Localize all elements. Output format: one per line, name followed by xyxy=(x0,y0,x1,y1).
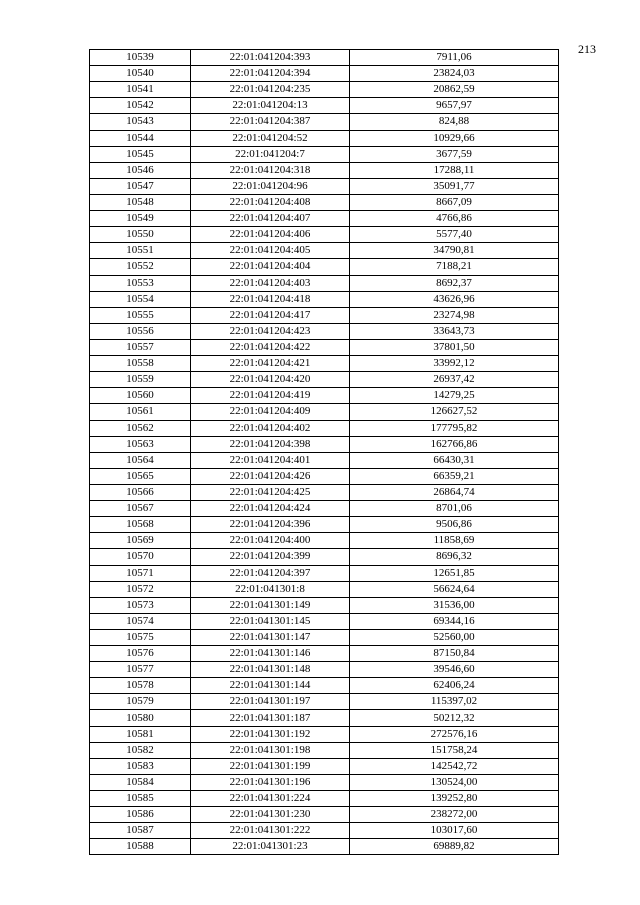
row-number-cell: 10555 xyxy=(90,307,191,323)
cadastral-number-cell: 22:01:041204:418 xyxy=(191,291,350,307)
table-row xyxy=(90,629,559,645)
table-row xyxy=(90,549,559,565)
amount-cell: 126627,52 xyxy=(350,404,559,420)
cadastral-number-cell: 22:01:041301:149 xyxy=(191,597,350,613)
table-row xyxy=(90,533,559,549)
cadastral-number-cell: 22:01:041204:422 xyxy=(191,339,350,355)
row-number-cell: 10581 xyxy=(90,726,191,742)
table-row xyxy=(90,259,559,275)
cadastral-number-cell: 22:01:041204:407 xyxy=(191,211,350,227)
row-number-cell: 10575 xyxy=(90,629,191,645)
row-number-cell: 10578 xyxy=(90,678,191,694)
table-row xyxy=(90,323,559,339)
cadastral-number-cell: 22:01:041301:197 xyxy=(191,694,350,710)
cadastral-number-cell: 22:01:041204:396 xyxy=(191,517,350,533)
table-row xyxy=(90,839,559,855)
amount-cell: 8696,32 xyxy=(350,549,559,565)
amount-cell: 23824,03 xyxy=(350,66,559,82)
table-row xyxy=(90,436,559,452)
cadastral-number-cell: 22:01:041204:13 xyxy=(191,98,350,114)
row-number-cell: 10571 xyxy=(90,565,191,581)
cadastral-number-cell: 22:01:041204:318 xyxy=(191,162,350,178)
cadastral-number-cell: 22:01:041204:7 xyxy=(191,146,350,162)
row-number-cell: 10559 xyxy=(90,372,191,388)
cadastral-number-cell: 22:01:041204:400 xyxy=(191,533,350,549)
amount-cell: 7911,06 xyxy=(350,50,559,66)
amount-cell: 35091,77 xyxy=(350,178,559,194)
amount-cell: 142542,72 xyxy=(350,758,559,774)
row-number-cell: 10566 xyxy=(90,484,191,500)
amount-cell: 66430,31 xyxy=(350,452,559,468)
table-row xyxy=(90,178,559,194)
table-row xyxy=(90,404,559,420)
table-row xyxy=(90,501,559,517)
cadastral-number-cell: 22:01:041301:199 xyxy=(191,758,350,774)
amount-cell: 8701,06 xyxy=(350,501,559,517)
table-row xyxy=(90,356,559,372)
table-row xyxy=(90,758,559,774)
table-row xyxy=(90,726,559,742)
cadastral-number-cell: 22:01:041204:426 xyxy=(191,468,350,484)
row-number-cell: 10548 xyxy=(90,194,191,210)
table-row xyxy=(90,774,559,790)
amount-cell: 824,88 xyxy=(350,114,559,130)
row-number-cell: 10541 xyxy=(90,82,191,98)
table-row xyxy=(90,662,559,678)
row-number-cell: 10561 xyxy=(90,404,191,420)
amount-cell: 5577,40 xyxy=(350,227,559,243)
row-number-cell: 10553 xyxy=(90,275,191,291)
cadastral-number-cell: 22:01:041204:425 xyxy=(191,484,350,500)
amount-cell: 272576,16 xyxy=(350,726,559,742)
cadastral-number-cell: 22:01:041301:187 xyxy=(191,710,350,726)
cadastral-number-cell: 22:01:041204:417 xyxy=(191,307,350,323)
cadastral-number-cell: 22:01:041204:402 xyxy=(191,420,350,436)
registry-table-body xyxy=(90,50,559,855)
row-number-cell: 10557 xyxy=(90,339,191,355)
row-number-cell: 10558 xyxy=(90,356,191,372)
row-number-cell: 10542 xyxy=(90,98,191,114)
row-number-cell: 10579 xyxy=(90,694,191,710)
row-number-cell: 10587 xyxy=(90,823,191,839)
row-number-cell: 10562 xyxy=(90,420,191,436)
row-number-cell: 10583 xyxy=(90,758,191,774)
row-number-cell: 10563 xyxy=(90,436,191,452)
table-row xyxy=(90,194,559,210)
table-row xyxy=(90,372,559,388)
cadastral-number-cell: 22:01:041301:222 xyxy=(191,823,350,839)
amount-cell: 139252,80 xyxy=(350,791,559,807)
table-row xyxy=(90,823,559,839)
table-row xyxy=(90,114,559,130)
amount-cell: 8667,09 xyxy=(350,194,559,210)
amount-cell: 177795,82 xyxy=(350,420,559,436)
cadastral-number-cell: 22:01:041301:192 xyxy=(191,726,350,742)
row-number-cell: 10547 xyxy=(90,178,191,194)
cadastral-number-cell: 22:01:041204:409 xyxy=(191,404,350,420)
amount-cell: 9506,86 xyxy=(350,517,559,533)
amount-cell: 52560,00 xyxy=(350,629,559,645)
cadastral-number-cell: 22:01:041204:399 xyxy=(191,549,350,565)
page-number: 213 xyxy=(578,42,596,56)
row-number-cell: 10577 xyxy=(90,662,191,678)
row-number-cell: 10588 xyxy=(90,839,191,855)
amount-cell: 103017,60 xyxy=(350,823,559,839)
cadastral-number-cell: 22:01:041204:235 xyxy=(191,82,350,98)
row-number-cell: 10551 xyxy=(90,243,191,259)
cadastral-number-cell: 22:01:041301:8 xyxy=(191,581,350,597)
table-row xyxy=(90,807,559,823)
row-number-cell: 10543 xyxy=(90,114,191,130)
table-row xyxy=(90,388,559,404)
row-number-cell: 10540 xyxy=(90,66,191,82)
amount-cell: 7188,21 xyxy=(350,259,559,275)
table-row xyxy=(90,468,559,484)
amount-cell: 43626,96 xyxy=(350,291,559,307)
table-row xyxy=(90,678,559,694)
table-row xyxy=(90,613,559,629)
amount-cell: 20862,59 xyxy=(350,82,559,98)
amount-cell: 162766,86 xyxy=(350,436,559,452)
registry-table xyxy=(89,49,559,855)
table-row xyxy=(90,291,559,307)
row-number-cell: 10568 xyxy=(90,517,191,533)
row-number-cell: 10584 xyxy=(90,774,191,790)
row-number-cell: 10549 xyxy=(90,211,191,227)
cadastral-number-cell: 22:01:041204:96 xyxy=(191,178,350,194)
row-number-cell: 10576 xyxy=(90,646,191,662)
amount-cell: 10929,66 xyxy=(350,130,559,146)
row-number-cell: 10545 xyxy=(90,146,191,162)
amount-cell: 3677,59 xyxy=(350,146,559,162)
table-row xyxy=(90,98,559,114)
table-row xyxy=(90,484,559,500)
row-number-cell: 10570 xyxy=(90,549,191,565)
amount-cell: 14279,25 xyxy=(350,388,559,404)
amount-cell: 62406,24 xyxy=(350,678,559,694)
row-number-cell: 10550 xyxy=(90,227,191,243)
cadastral-number-cell: 22:01:041204:397 xyxy=(191,565,350,581)
row-number-cell: 10569 xyxy=(90,533,191,549)
cadastral-number-cell: 22:01:041301:198 xyxy=(191,742,350,758)
table-row xyxy=(90,742,559,758)
table-row xyxy=(90,66,559,82)
table-row xyxy=(90,791,559,807)
amount-cell: 115397,02 xyxy=(350,694,559,710)
table-row xyxy=(90,581,559,597)
table-row xyxy=(90,307,559,323)
amount-cell: 33643,73 xyxy=(350,323,559,339)
cadastral-number-cell: 22:01:041204:52 xyxy=(191,130,350,146)
cadastral-number-cell: 22:01:041204:405 xyxy=(191,243,350,259)
table-row xyxy=(90,565,559,581)
amount-cell: 26864,74 xyxy=(350,484,559,500)
cadastral-number-cell: 22:01:041301:147 xyxy=(191,629,350,645)
cadastral-number-cell: 22:01:041301:146 xyxy=(191,646,350,662)
cadastral-number-cell: 22:01:041204:387 xyxy=(191,114,350,130)
cadastral-number-cell: 22:01:041204:421 xyxy=(191,356,350,372)
amount-cell: 9657,97 xyxy=(350,98,559,114)
amount-cell: 17288,11 xyxy=(350,162,559,178)
table-row xyxy=(90,339,559,355)
row-number-cell: 10556 xyxy=(90,323,191,339)
cadastral-number-cell: 22:01:041204:419 xyxy=(191,388,350,404)
amount-cell: 39546,60 xyxy=(350,662,559,678)
amount-cell: 69889,82 xyxy=(350,839,559,855)
amount-cell: 151758,24 xyxy=(350,742,559,758)
cadastral-number-cell: 22:01:041204:398 xyxy=(191,436,350,452)
row-number-cell: 10582 xyxy=(90,742,191,758)
cadastral-number-cell: 22:01:041204:404 xyxy=(191,259,350,275)
row-number-cell: 10539 xyxy=(90,50,191,66)
cadastral-number-cell: 22:01:041204:406 xyxy=(191,227,350,243)
cadastral-number-cell: 22:01:041301:224 xyxy=(191,791,350,807)
amount-cell: 238272,00 xyxy=(350,807,559,823)
amount-cell: 33992,12 xyxy=(350,356,559,372)
row-number-cell: 10565 xyxy=(90,468,191,484)
cadastral-number-cell: 22:01:041301:23 xyxy=(191,839,350,855)
table-row xyxy=(90,597,559,613)
amount-cell: 87150,84 xyxy=(350,646,559,662)
table-row xyxy=(90,420,559,436)
amount-cell: 4766,86 xyxy=(350,211,559,227)
amount-cell: 34790,81 xyxy=(350,243,559,259)
row-number-cell: 10573 xyxy=(90,597,191,613)
cadastral-number-cell: 22:01:041301:144 xyxy=(191,678,350,694)
amount-cell: 37801,50 xyxy=(350,339,559,355)
amount-cell: 69344,16 xyxy=(350,613,559,629)
cadastral-number-cell: 22:01:041204:403 xyxy=(191,275,350,291)
row-number-cell: 10560 xyxy=(90,388,191,404)
cadastral-number-cell: 22:01:041204:394 xyxy=(191,66,350,82)
row-number-cell: 10567 xyxy=(90,501,191,517)
table-row xyxy=(90,130,559,146)
table-row xyxy=(90,517,559,533)
table-row xyxy=(90,146,559,162)
row-number-cell: 10572 xyxy=(90,581,191,597)
cadastral-number-cell: 22:01:041301:196 xyxy=(191,774,350,790)
cadastral-number-cell: 22:01:041301:148 xyxy=(191,662,350,678)
row-number-cell: 10546 xyxy=(90,162,191,178)
row-number-cell: 10585 xyxy=(90,791,191,807)
amount-cell: 50212,32 xyxy=(350,710,559,726)
amount-cell: 66359,21 xyxy=(350,468,559,484)
table-row xyxy=(90,211,559,227)
cadastral-number-cell: 22:01:041301:145 xyxy=(191,613,350,629)
row-number-cell: 10544 xyxy=(90,130,191,146)
cadastral-number-cell: 22:01:041204:401 xyxy=(191,452,350,468)
row-number-cell: 10586 xyxy=(90,807,191,823)
cadastral-number-cell: 22:01:041301:230 xyxy=(191,807,350,823)
table-row xyxy=(90,243,559,259)
table-row xyxy=(90,162,559,178)
cadastral-number-cell: 22:01:041204:424 xyxy=(191,501,350,517)
table-row xyxy=(90,646,559,662)
row-number-cell: 10574 xyxy=(90,613,191,629)
table-row xyxy=(90,50,559,66)
amount-cell: 56624,64 xyxy=(350,581,559,597)
row-number-cell: 10564 xyxy=(90,452,191,468)
table-row xyxy=(90,710,559,726)
row-number-cell: 10580 xyxy=(90,710,191,726)
amount-cell: 130524,00 xyxy=(350,774,559,790)
cadastral-number-cell: 22:01:041204:393 xyxy=(191,50,350,66)
cadastral-number-cell: 22:01:041204:423 xyxy=(191,323,350,339)
row-number-cell: 10554 xyxy=(90,291,191,307)
table-row xyxy=(90,227,559,243)
amount-cell: 12651,85 xyxy=(350,565,559,581)
row-number-cell: 10552 xyxy=(90,259,191,275)
table-row xyxy=(90,82,559,98)
amount-cell: 11858,69 xyxy=(350,533,559,549)
amount-cell: 26937,42 xyxy=(350,372,559,388)
table-row xyxy=(90,452,559,468)
amount-cell: 23274,98 xyxy=(350,307,559,323)
cadastral-number-cell: 22:01:041204:420 xyxy=(191,372,350,388)
table-row xyxy=(90,275,559,291)
amount-cell: 8692,37 xyxy=(350,275,559,291)
amount-cell: 31536,00 xyxy=(350,597,559,613)
cadastral-number-cell: 22:01:041204:408 xyxy=(191,194,350,210)
table-row xyxy=(90,694,559,710)
